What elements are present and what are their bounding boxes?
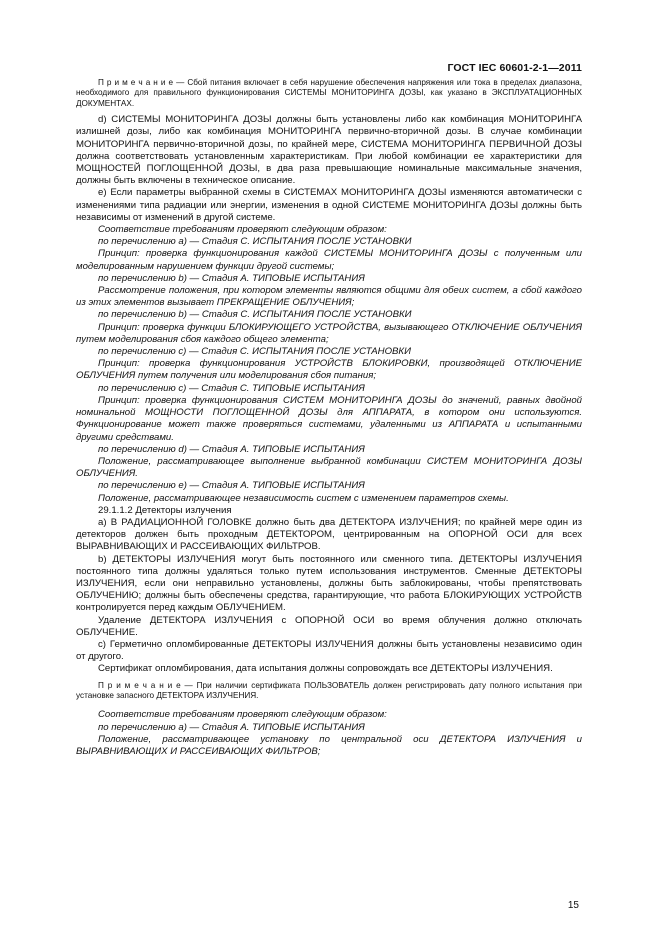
compliance-paragraph: по перечислению а) — Стадия А. ТИПОВЫЕ ИСПЫТАНИЯ bbox=[98, 721, 365, 733]
document-body bbox=[76, 78, 582, 758]
document-header: ГОСТ IEC 60601-2-1—2011 bbox=[447, 62, 582, 74]
compliance-paragraph: Соответствие требованиям проверяют следующим образом: bbox=[98, 224, 387, 236]
compliance-paragraph: Положение, рассматривающее установку по центральной оси ДЕТЕКТОРА ИЗЛУЧЕНИЯ и ВЫРАВНИВАЮЩИХ И РАССЕИВАЮЩИХ ФИЛЬТРОВ; bbox=[76, 733, 582, 757]
body-paragraph: с) Герметично опломбированные ДЕТЕКТОРЫ ИЗЛУЧЕНИЯ должны быть установлены независимо один от другого. bbox=[76, 638, 582, 663]
compliance-paragraph: Рассмотрение положения, при котором элементы являются общими для обеих систем, а сбой каждого из этих элементов вызывает ПРЕКРАЩЕНИЕ ОБЛУЧЕНИЯ; bbox=[76, 285, 582, 309]
note-text: — При наличии сертификата ПОЛЬЗОВАТЕЛЬ должен регистрировать дату полного испытания при установке запасного ДЕТЕКТОРА ИЗЛУЧЕНИЯ. bbox=[76, 680, 583, 700]
body-paragraph: Удаление ДЕТЕКТОРА ИЗЛУЧЕНИЯ с ОПОРНОЙ ОСИ во время облучения должно отключать ОБЛУЧЕНИЕ. bbox=[76, 614, 582, 638]
compliance-paragraph: Соответствие требованиям проверяют следующим образом: bbox=[98, 709, 387, 721]
note-paragraph bbox=[76, 78, 582, 109]
note-label: П р и м е ч а н и е bbox=[98, 78, 174, 87]
body-paragraph: b) ДЕТЕКТОРЫ ИЗЛУЧЕНИЯ могут быть постоянного или сменного типа. ДЕТЕКТОРЫ ИЗЛУЧЕНИЯ постоянного типа должны удаляться только путем использования инструментов. Сменные ДЕТЕКТОРЫ ИЗЛУЧЕНИЯ, если они неправильно установлены, должны быть заблокированы, чтобы препятствовать ОБЛУЧЕНИЮ; должны быть обеспечены средства, гарантирующие, что работа БЛОКИРУЮЩИХ УСТРОЙСТВ контролируется перед каждым ОБЛУЧЕНИЕМ. bbox=[76, 553, 582, 614]
compliance-paragraph: по перечислению b) — Стадия С. ИСПЫТАНИЯ ПОСЛЕ УСТАНОВКИ bbox=[98, 309, 412, 321]
compliance-paragraph: по перечислению а) — Стадия С. ИСПЫТАНИЯ ПОСЛЕ УСТАНОВКИ bbox=[98, 236, 412, 248]
compliance-paragraph: по перечислению b) — Стадия А. ТИПОВЫЕ ИСПЫТАНИЯ bbox=[98, 272, 365, 284]
body-paragraph: а) В РАДИАЦИОННОЙ ГОЛОВКЕ должно быть два ДЕТЕКТОРА ИЗЛУЧЕНИЯ; по крайней мере один из детекторов должен быть проходным ДЕТЕКТОРОМ, центрированным на ОПОРНОЙ ОСИ для всех ВЫРАВНИВАЮЩИХ И РАССЕИВАЮЩИХ ФИЛЬТРОВ. bbox=[76, 516, 582, 553]
page-number: 15 bbox=[567, 900, 579, 911]
compliance-paragraph: по перечислению е) — Стадия А. ТИПОВЫЕ ИСПЫТАНИЯ bbox=[98, 480, 365, 492]
note-paragraph bbox=[76, 681, 582, 702]
body-paragraph: Сертификат опломбирования, дата испытания должны сопровождать все ДЕТЕКТОРЫ ИЗЛУЧЕНИЯ. bbox=[98, 663, 553, 675]
spacer bbox=[76, 701, 582, 709]
compliance-paragraph: по перечислению d) — Стадия А. ТИПОВЫЕ ИСПЫТАНИЯ bbox=[98, 443, 365, 455]
note-text: — Сбой питания включает в себя нарушение обеспечения напряжения или тока в пределах диапазона, необходимого для правильного функционирования СИСТЕМЫ МОНИТОРИНГА ДОЗЫ, как указано в ЭКСПЛУАТАЦИОННЫХ ДОКУМЕНТАХ. bbox=[76, 78, 582, 108]
body-paragraph: е) Если параметры выбранной схемы в СИСТЕМАХ МОНИТОРИНГА ДОЗЫ изменяются автоматически с изменениями типа радиации или энергии, изменения в одной СИСТЕМЕ МОНИТОРИНГА ДОЗЫ должны быть независимы от изменений в другой системе. bbox=[76, 187, 582, 223]
compliance-paragraph: Принцип: проверка функции БЛОКИРУЮЩЕГО УСТРОЙСТВА, вызывающего ОТКЛЮЧЕНИЕ ОБЛУЧЕНИЯ путем моделирования сбоя каждого общего элемента; bbox=[76, 321, 582, 345]
compliance-paragraph: Принцип: проверка функционирования УСТРОЙСТВ БЛОКИРОВКИ, производящей ОТКЛЮЧЕНИЕ ОБЛУЧЕНИЯ путем получения или моделирования сбоя питания; bbox=[76, 358, 582, 382]
compliance-paragraph: Положение, рассматривающее независимость систем с изменением параметров схемы. bbox=[98, 492, 509, 504]
compliance-paragraph: по перечислению с) — Стадия С. ТИПОВЫЕ ИСПЫТАНИЯ bbox=[98, 382, 365, 394]
compliance-paragraph: Принцип: проверка функционирования СИСТЕМ МОНИТОРИНГА ДОЗЫ до значений, равных двойной номинальной МОЩНОСТИ ПОГЛОЩЕННОЙ ДОЗЫ для АППАРАТА, в котором они используются. Функционирование может также проверяться системами, удаленными из АППАРАТА и испытанными другими средствами. bbox=[76, 394, 582, 443]
body-paragraph: 29.1.1.2 Детекторы излучения bbox=[98, 504, 232, 516]
body-paragraph: d) СИСТЕМЫ МОНИТОРИНГА ДОЗЫ должны быть установлены либо как комбинация МОНИТОРИНГА излишней дозы, либо как комбинация МОНИТОРИНГА первично-вторичной дозы. В случае комбинации МОНИТОРИНГА первично-вторичной дозы, по крайней мере, СИСТЕМА МОНИТОРИНГА ПЕРВИЧНОЙ ДОЗЫ должна соответствовать установленным характеристикам. При любой комбинации ее характеристики для МОЩНОСТЕЙ ПОГЛОЩЕННОЙ ДОЗЫ, в два раза превышающие номинальные максимальные значения, должны быть включены в техническое описание. bbox=[76, 114, 582, 187]
compliance-paragraph: Принцип: проверка функционирования каждой СИСТЕМЫ МОНИТОРИНГА ДОЗЫ с полученным или моделированным нарушением функции другой системы; bbox=[76, 248, 582, 272]
compliance-paragraph: по перечислению с) — Стадия С. ИСПЫТАНИЯ ПОСЛЕ УСТАНОВКИ bbox=[98, 346, 411, 358]
note-label: П р и м е ч а н и е bbox=[98, 680, 181, 690]
compliance-paragraph: Положение, рассматривающее выполнение выбранной комбинации СИСТЕМ МОНИТОРИНГА ДОЗЫ ОБЛУЧЕНИЯ. bbox=[76, 455, 582, 480]
